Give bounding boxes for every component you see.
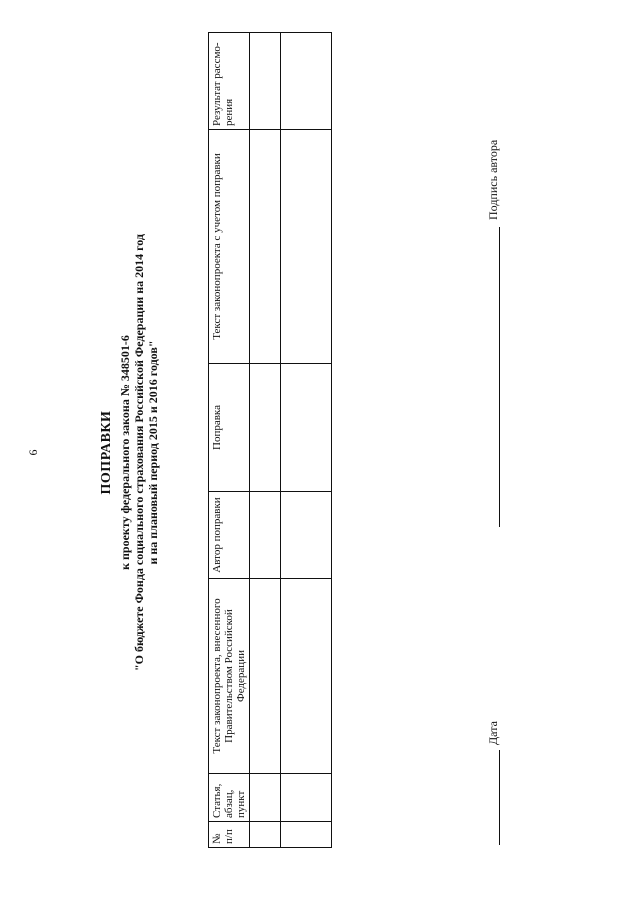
signature-line	[486, 227, 500, 527]
document-subtitle-line-2: "О бюджете Фонда социального страхования Российской Федерации на 2014 год	[132, 234, 146, 672]
column-header-article: Статья, абзац, пункт	[209, 774, 250, 822]
table-cell[interactable]	[281, 774, 332, 822]
table-cell[interactable]	[250, 579, 281, 774]
table-cell[interactable]	[250, 33, 281, 130]
table-cell[interactable]	[281, 364, 332, 492]
table-cell[interactable]	[281, 579, 332, 774]
table-cell[interactable]	[250, 130, 281, 364]
date-label: Дата	[486, 721, 500, 745]
column-header-government-text: Текст законопроекта, внесенного Правительством Российской Федерации	[209, 579, 250, 774]
table-cell[interactable]	[250, 364, 281, 492]
table-cell[interactable]	[281, 130, 332, 364]
table-cell[interactable]	[250, 774, 281, 822]
signature-block	[486, 0, 526, 905]
column-header-result: Результат рассмо-рения	[209, 33, 250, 130]
document-subtitle-line-3: и на плановый период 2015 и 2016 годов"	[146, 340, 160, 565]
document-title: ПОПРАВКИ	[99, 410, 114, 495]
column-header-text-with-amendment: Текст законопроекта с учетом поправки	[209, 130, 250, 364]
table-cell[interactable]	[250, 822, 281, 848]
table-cell[interactable]	[250, 492, 281, 579]
table-cell[interactable]	[281, 492, 332, 579]
column-header-author: Автор поправки	[209, 492, 250, 579]
table-row	[250, 33, 281, 848]
column-header-number: № п/п	[209, 822, 250, 848]
page-number: 6	[26, 449, 40, 456]
signature-label: Подпись автора	[486, 139, 500, 220]
date-line	[486, 750, 500, 845]
title-block	[100, 0, 160, 905]
table-row	[281, 33, 332, 848]
table-header-row	[209, 33, 250, 848]
column-header-amendment: Поправка	[209, 364, 250, 492]
table-cell[interactable]	[281, 822, 332, 848]
table-cell[interactable]	[281, 33, 332, 130]
document-subtitle-line-1: к проекту федерального закона № 348501-6	[118, 335, 132, 570]
amendments-table	[208, 32, 332, 848]
